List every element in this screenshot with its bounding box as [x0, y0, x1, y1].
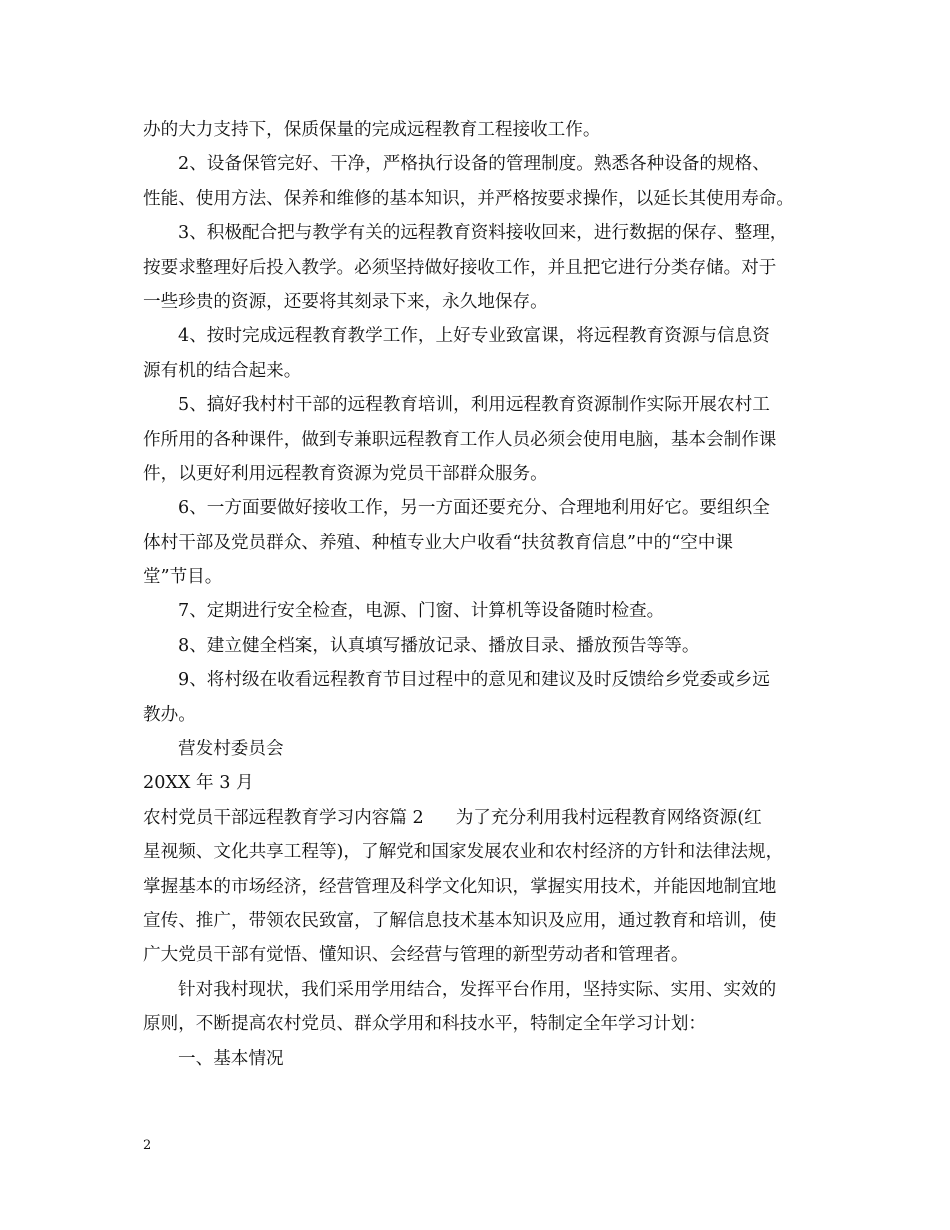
text-line: 件，以更好利用远程教育资源为党员干部群众服务。	[143, 463, 548, 484]
text-line	[143, 801, 823, 835]
text-line: 宣传、推广，带领农民致富，了解信息技术基本知识及应用，通过教育和培训，使	[143, 910, 777, 931]
text-line: 3、积极配合把与教学有关的远程教育资料接收回来，进行数据的保存、整理，	[178, 223, 788, 244]
text-line: 性能、使用方法、保养和维修的基本知识，并严格按要求操作，以延长其使用寿命。	[143, 188, 794, 209]
text-line: 2、设备保管完好、干净，严格执行设备的管理制度。熟悉各种设备的规格、	[178, 154, 770, 175]
text-line-continuation: 为了充分利用我村远程教育网络资源(红	[455, 807, 762, 828]
text-line: 9、将村级在收看远程教育节目过程中的意见和建议及时反馈给乡党委或乡远	[178, 670, 770, 691]
text-line: 星视频、文化共享工程等)，了解党和国家发展农业和农村经济的方针和法律法规，	[143, 842, 784, 863]
signature-date: 20XX 年 3 月	[143, 773, 254, 794]
text-line: 体村干部及党员群众、养殖、种植专业大户收看“扶贫教育信息”中的“空中课	[143, 532, 733, 553]
text-line: 按要求整理好后投入教学。必须坚持做好接收工作，并且把它进行分类存储。对于	[143, 257, 777, 278]
section-heading: 一、基本情况	[178, 1048, 284, 1069]
text-line: 6、一方面要做好接收工作，另一方面还要充分、合理地利用好它。要组织全	[178, 498, 770, 519]
text-line: 作所用的各种课件，做到专兼职远程教育工作人员必须会使用电脑，基本会制作课	[143, 429, 777, 450]
text-line: 教办。	[143, 704, 196, 725]
text-line: 7、定期进行安全检查，电源、门窗、计算机等设备随时检查。	[178, 601, 665, 622]
text-line: 针对我村现状，我们采用学用结合，发挥平台作用，坚持实际、实用、实效的	[178, 979, 777, 1000]
text-line: 4、按时完成远程教育教学工作，上好专业致富课，将远程教育资源与信息资	[178, 326, 770, 347]
section-title: 农村党员干部远程教育学习内容篇 2	[143, 807, 424, 828]
text-line: 掌握基本的市场经济，经营管理及科学文化知识，掌握实用技术，并能因地制宜地	[143, 876, 777, 897]
text-line: 8、建立健全档案，认真填写播放记录、播放目录、播放预告等等。	[178, 635, 700, 656]
text-line: 堂”节目。	[143, 567, 223, 588]
document-body	[143, 113, 823, 1076]
text-line: 源有机的结合起来。	[143, 360, 302, 381]
page-number: 2	[143, 1138, 152, 1153]
text-line: 广大党员干部有觉悟、懂知识、会经营与管理的新型劳动者和管理者。	[143, 945, 689, 966]
text-line: 5、搞好我村村干部的远程教育培训，利用远程教育资源制作实际开展农村工	[178, 395, 770, 416]
text-line: 办的大力支持下，保质保量的完成远程教育工程接收工作。	[143, 120, 601, 140]
text-line: 原则，不断提高农村党员、群众学用和科技水平，特制定全年学习计划：	[143, 1014, 707, 1035]
text-line: 一些珍贵的资源，还要将其刻录下来，永久地保存。	[143, 291, 548, 312]
signature-organization: 营发村委员会	[178, 739, 284, 760]
